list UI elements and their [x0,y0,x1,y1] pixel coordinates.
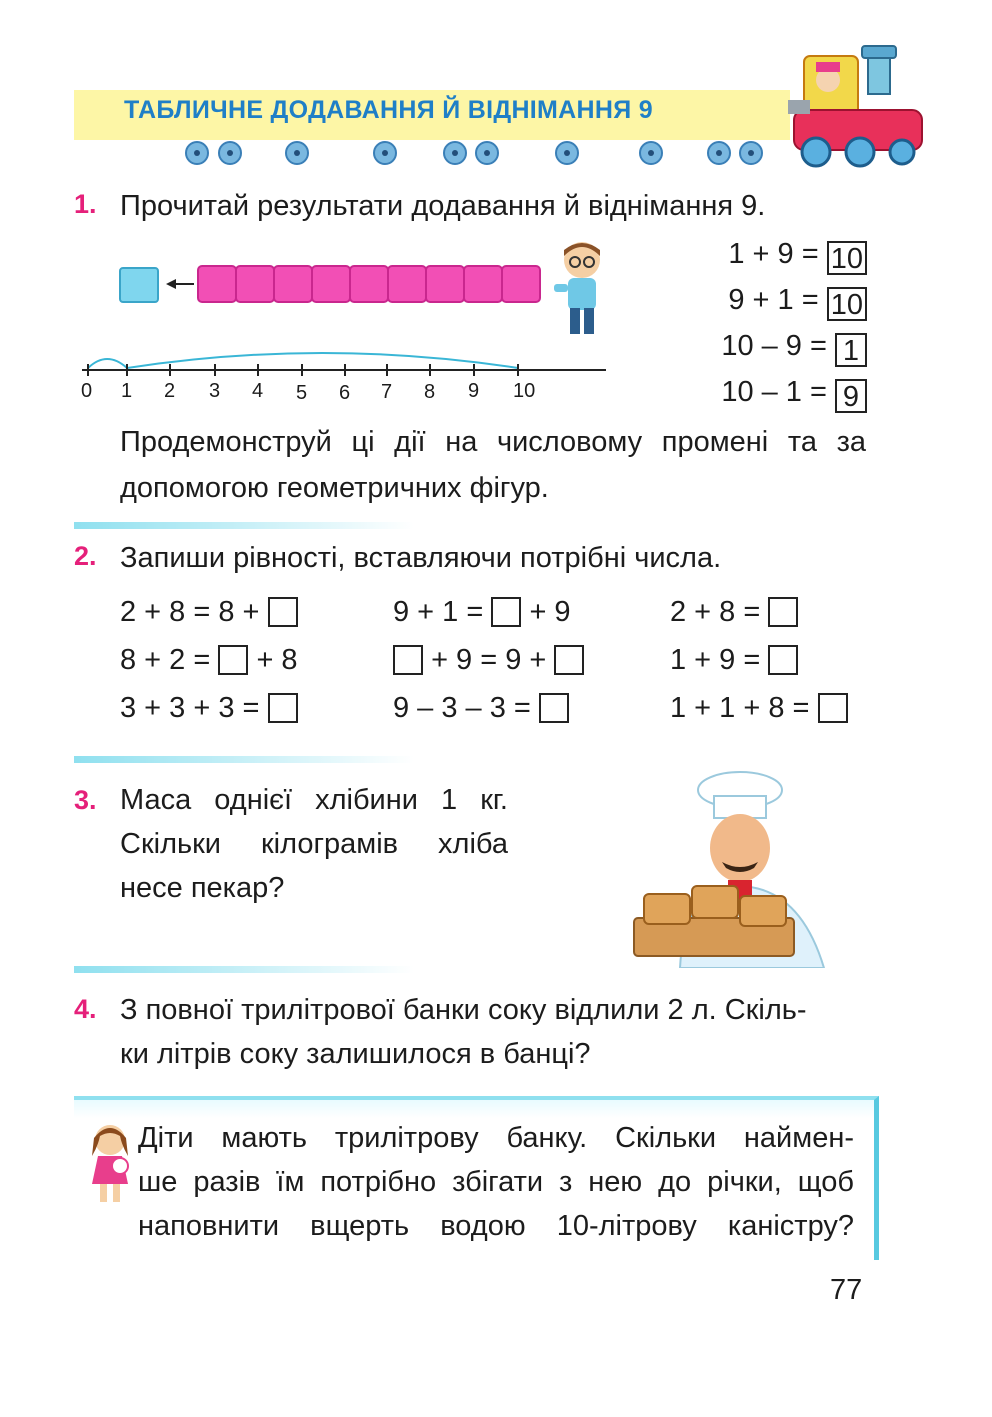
equation-row [670,596,798,629]
task-3-line-2: Скільки кілограмів хліба [120,828,508,860]
answer-box: 10 [827,241,867,275]
tick-label: 3 [209,380,221,402]
baker-illustration [630,768,830,968]
empty-answer-box[interactable] [768,597,798,627]
answer-box: 10 [827,287,867,321]
task-3-number: 3. [74,785,97,815]
equation-row [120,692,298,725]
section-divider [74,966,414,973]
task-4-line-1: З повної трилітрової банки соку відлили 2 л. Скіль- [120,994,807,1026]
equation-expression: 2 + 8 = 8 + [120,596,260,628]
task-4-line-2: ки літрів соку залишилося в банці? [120,1038,591,1070]
equation-expression: 10 – 1 = [721,376,827,408]
equation-row [728,284,867,321]
empty-answer-box[interactable] [393,645,423,675]
equation-expression: 9 + 1 = [728,284,819,316]
cubes-illustration [110,262,550,310]
equation-expression: + 9 = 9 + [431,644,547,676]
equation-row [393,596,571,629]
answer-box: 9 [835,379,867,413]
task-1-demo-line-1: Продемонструй ці дії на числовому промені та за [120,426,866,458]
tick-label: 5 [296,382,308,404]
empty-answer-box[interactable] [218,645,248,675]
equation-row [120,596,298,629]
task-2-text: Запиши рівності, вставляючи потрібні числа. [120,542,722,574]
tick-label: 9 [468,380,480,402]
equation-row [670,692,848,725]
task-1-number: 1. [74,189,97,219]
equation-expression: 9 – 3 – 3 = [393,692,531,724]
equation-expression: 1 + 9 = [670,644,761,676]
equation-expression: 9 + 1 = [393,596,484,628]
empty-answer-box[interactable] [768,645,798,675]
section-divider [74,756,414,763]
task-2-number: 2. [74,541,97,571]
empty-answer-box[interactable] [818,693,848,723]
page-title: ТАБЛИЧНЕ ДОДАВАННЯ Й ВІДНІМАННЯ 9 [124,96,653,124]
train-locomotive-illustration [786,40,932,170]
tick-label: 2 [164,380,176,402]
equation-expression: + 9 [529,596,571,628]
equation-expression: 8 + 2 = [120,644,211,676]
empty-answer-box[interactable] [491,597,521,627]
wheels-decoration [175,136,775,170]
tick-label: 4 [252,380,264,402]
equation-row [728,238,867,275]
equation-row [393,644,584,677]
task-4-number: 4. [74,994,97,1024]
empty-answer-box[interactable] [539,693,569,723]
tick-label: 0 [81,380,93,402]
equation-expression: 1 + 9 = [728,238,819,270]
equation-expression: 2 + 8 = [670,596,761,628]
girl-illustration [86,1122,132,1206]
challenge-line-3: наповнити вщерть водою 10-літрову каністру? [138,1210,854,1242]
equation-row [120,644,298,677]
empty-answer-box[interactable] [268,693,298,723]
challenge-line-2: ше разів їм потрібно збігати з нею до річки, щоб [138,1166,854,1198]
tick-label: 8 [424,381,436,403]
challenge-line-1: Діти мають трилітрову банку. Скільки наймен- [138,1122,854,1154]
task-1-demo-line-2: допомогою геометричних фігур. [120,472,549,504]
tick-label: 7 [381,381,393,403]
equation-row [721,330,867,367]
empty-answer-box[interactable] [554,645,584,675]
task-3-line-1: Маса однієї хлібини 1 кг. [120,784,508,816]
equation-row [393,692,569,725]
tick-label: 1 [121,380,133,402]
section-divider [74,522,414,529]
page-number: 77 [830,1274,863,1306]
equation-expression: 10 – 9 = [721,330,827,362]
task-1-text: Прочитай результати додавання й віднімання 9. [120,190,766,222]
boy-illustration [550,238,612,338]
task-3-line-3: несе пекар? [120,872,285,904]
number-line [80,340,610,380]
equation-expression: 1 + 1 + 8 = [670,692,810,724]
answer-box: 1 [835,333,867,367]
equation-expression: + 8 [256,644,298,676]
empty-answer-box[interactable] [268,597,298,627]
equation-row [670,644,798,677]
equation-row [721,376,867,413]
tick-label: 10 [513,380,536,402]
tick-label: 6 [339,382,351,404]
equation-expression: 3 + 3 + 3 = [120,692,260,724]
